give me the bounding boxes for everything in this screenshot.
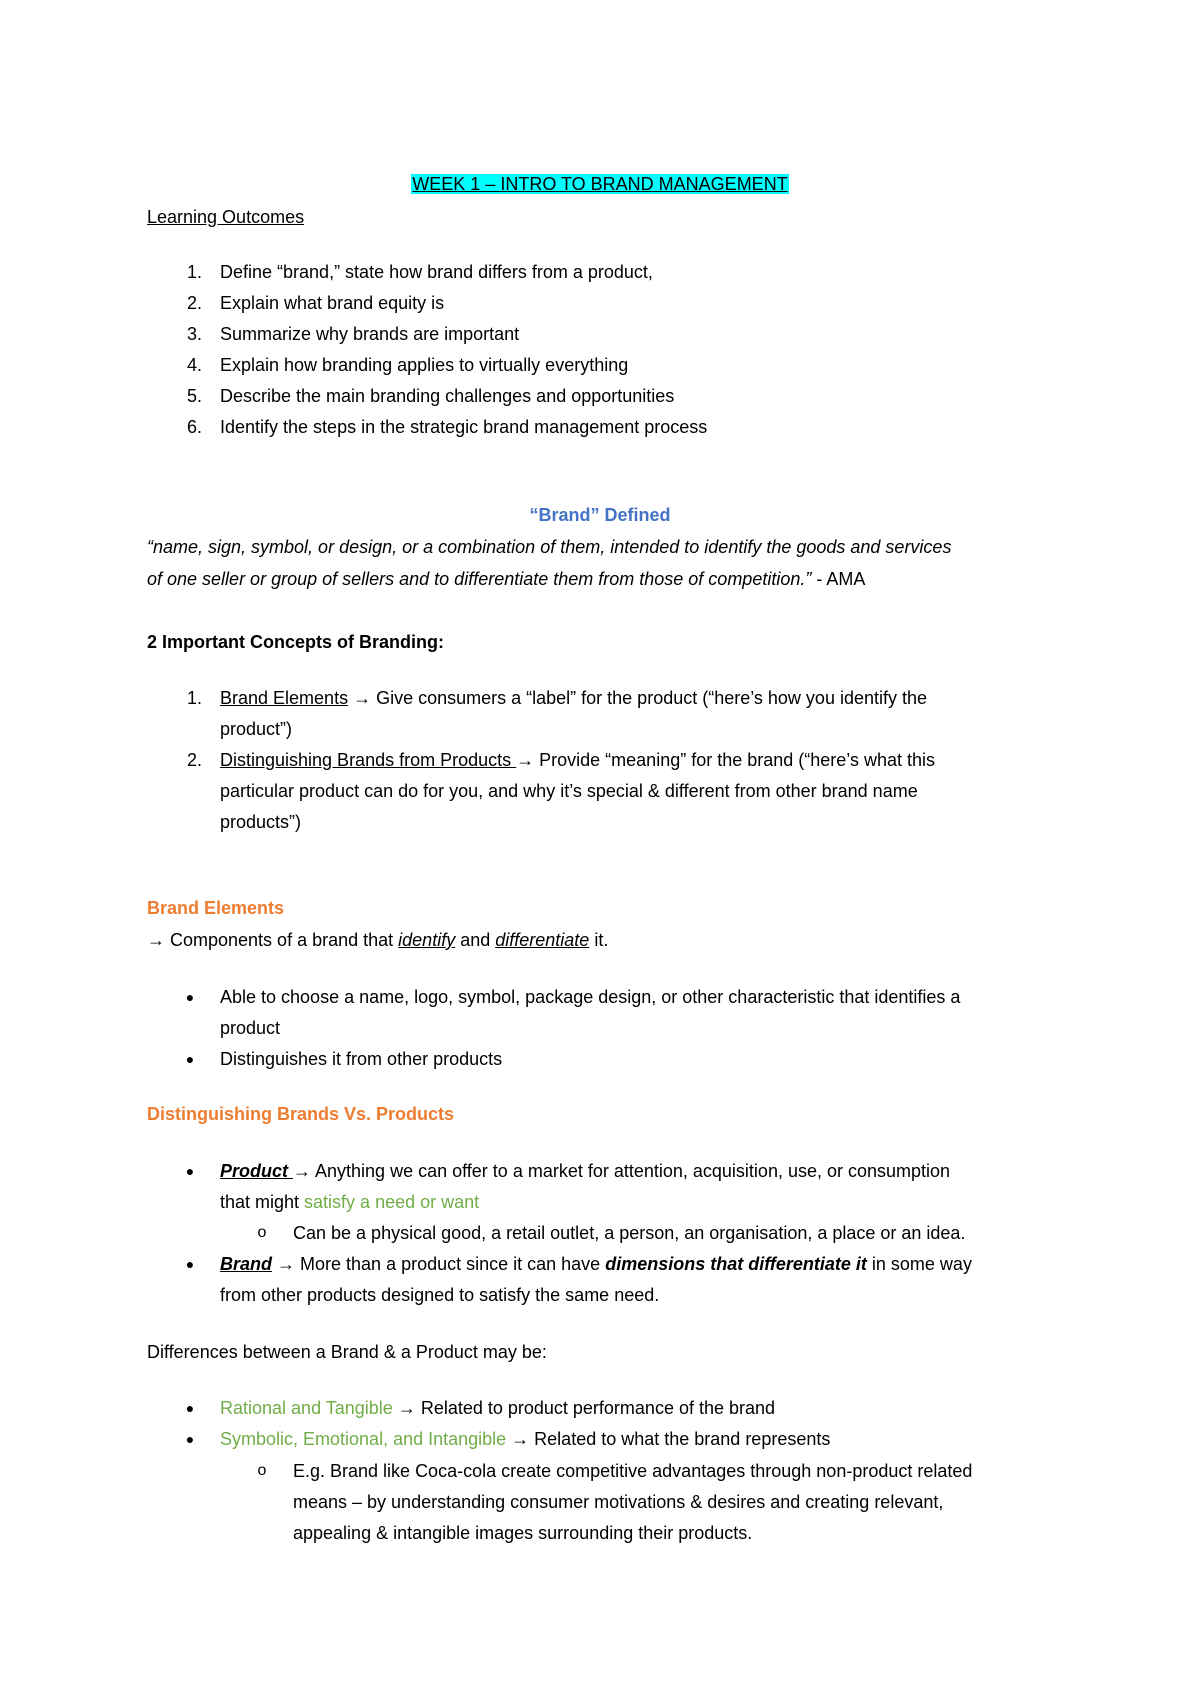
intro-text: and	[455, 930, 496, 950]
brand-defined-heading: “Brand” Defined	[529, 505, 671, 525]
sub-bullet-icon: o	[257, 1224, 267, 1241]
sub-list-item: appealing & intangible images surrounding their products.	[293, 1523, 753, 1543]
list-number: 1.	[186, 262, 202, 282]
differences-intro: Differences between a Brand & a Product may be:	[147, 1342, 547, 1362]
product-text: that might	[220, 1192, 305, 1212]
list-item	[220, 686, 927, 710]
ama-definition-line: “name, sign, symbol, or design, or a combination of them, intended to identify the goods and services	[147, 537, 952, 557]
brand-text: from other products designed to satisfy the same need.	[220, 1285, 660, 1305]
ama-attribution: - AMA	[811, 569, 866, 589]
concept-text: → Provide “meaning” for the brand (“here’s what this	[516, 750, 936, 770]
list-item: Summarize why brands are important	[220, 324, 520, 344]
brand-elements-heading: Brand Elements	[147, 898, 285, 918]
intro-text: it.	[589, 930, 609, 950]
list-number: 3.	[186, 324, 202, 344]
brand-term: Brand	[220, 1254, 273, 1274]
list-number: 2.	[186, 293, 202, 313]
product-highlight: satisfy a need or want	[304, 1192, 480, 1212]
list-number: 4.	[186, 355, 202, 375]
list-number: 2.	[186, 750, 202, 770]
brand-emphasis: dimensions that differentiate it	[605, 1254, 867, 1274]
bullet-icon: ●	[185, 1400, 195, 1416]
list-item: Distinguishes it from other products	[220, 1049, 503, 1069]
list-item: product	[220, 1018, 281, 1038]
concept-text: → Give consumers a “label” for the product (“here’s how you identify the	[348, 688, 928, 708]
brand-text: → More than a product since it can have	[272, 1254, 606, 1274]
intro-emphasis: identify	[398, 930, 456, 950]
learning-outcomes-heading: Learning Outcomes	[147, 207, 305, 227]
list-number: 6.	[186, 417, 202, 437]
ama-definition-line	[147, 567, 865, 591]
concept-text: products”)	[220, 812, 302, 832]
list-item	[220, 1427, 830, 1451]
bullet-icon: ●	[185, 989, 195, 1005]
list-item	[220, 1252, 972, 1276]
list-item: Able to choose a name, logo, symbol, package design, or other characteristic that identifies a	[220, 987, 961, 1007]
list-item	[220, 1396, 775, 1420]
bullet-icon: ●	[185, 1256, 195, 1272]
difference-label: Symbolic, Emotional, and Intangible	[220, 1429, 507, 1449]
concept-term: Distinguishing Brands from Products	[220, 750, 517, 770]
list-number: 1.	[186, 688, 202, 708]
list-item: Identify the steps in the strategic brand management process	[220, 417, 708, 437]
intro-emphasis: differentiate	[495, 930, 590, 950]
bullet-icon: ●	[185, 1051, 195, 1067]
distinguishing-heading: Distinguishing Brands Vs. Products	[147, 1104, 455, 1124]
difference-label: Rational and Tangible	[220, 1398, 393, 1418]
title-text: WEEK 1 – INTRO TO BRAND MANAGEMENT	[412, 174, 788, 194]
concept-text: product”)	[220, 719, 293, 739]
sub-list-item: E.g. Brand like Coca-cola create competitive advantages through non-product related	[293, 1461, 973, 1481]
bullet-icon: ●	[185, 1431, 195, 1447]
list-item: Define “brand,” state how brand differs from a product,	[220, 262, 653, 282]
concept-text: particular product can do for you, and why it’s special & different from other brand name	[220, 781, 918, 801]
brand-elements-intro	[147, 928, 608, 952]
product-term: Product	[220, 1161, 294, 1181]
concept-term: Brand Elements	[220, 688, 349, 708]
list-item: Explain how branding applies to virtually everything	[220, 355, 629, 375]
list-item: Describe the main branding challenges and opportunities	[220, 386, 675, 406]
list-number: 5.	[186, 386, 202, 406]
difference-text: → Related to what the brand represents	[506, 1429, 831, 1449]
sub-bullet-icon: o	[257, 1462, 267, 1479]
concepts-heading: 2 Important Concepts of Branding:	[147, 632, 444, 652]
difference-text: → Related to product performance of the brand	[392, 1398, 776, 1418]
list-item	[220, 1159, 950, 1183]
bullet-icon: ●	[185, 1163, 195, 1179]
list-item	[220, 1190, 479, 1214]
list-item	[220, 748, 935, 772]
page-title	[0, 172, 1200, 196]
ama-definition-text: of one seller or group of sellers and to differentiate them from those of competition.”	[147, 569, 812, 589]
intro-text: → Components of a brand that	[147, 930, 399, 950]
sub-list-item: means – by understanding consumer motivations & desires and creating relevant,	[293, 1492, 944, 1512]
product-text: → Anything we can offer to a market for attention, acquisition, use, or consumption	[293, 1161, 951, 1181]
sub-list-item: Can be a physical good, a retail outlet, a person, an organisation, a place or an idea.	[293, 1223, 966, 1243]
list-item: Explain what brand equity is	[220, 293, 445, 313]
brand-text: in some way	[866, 1254, 972, 1274]
